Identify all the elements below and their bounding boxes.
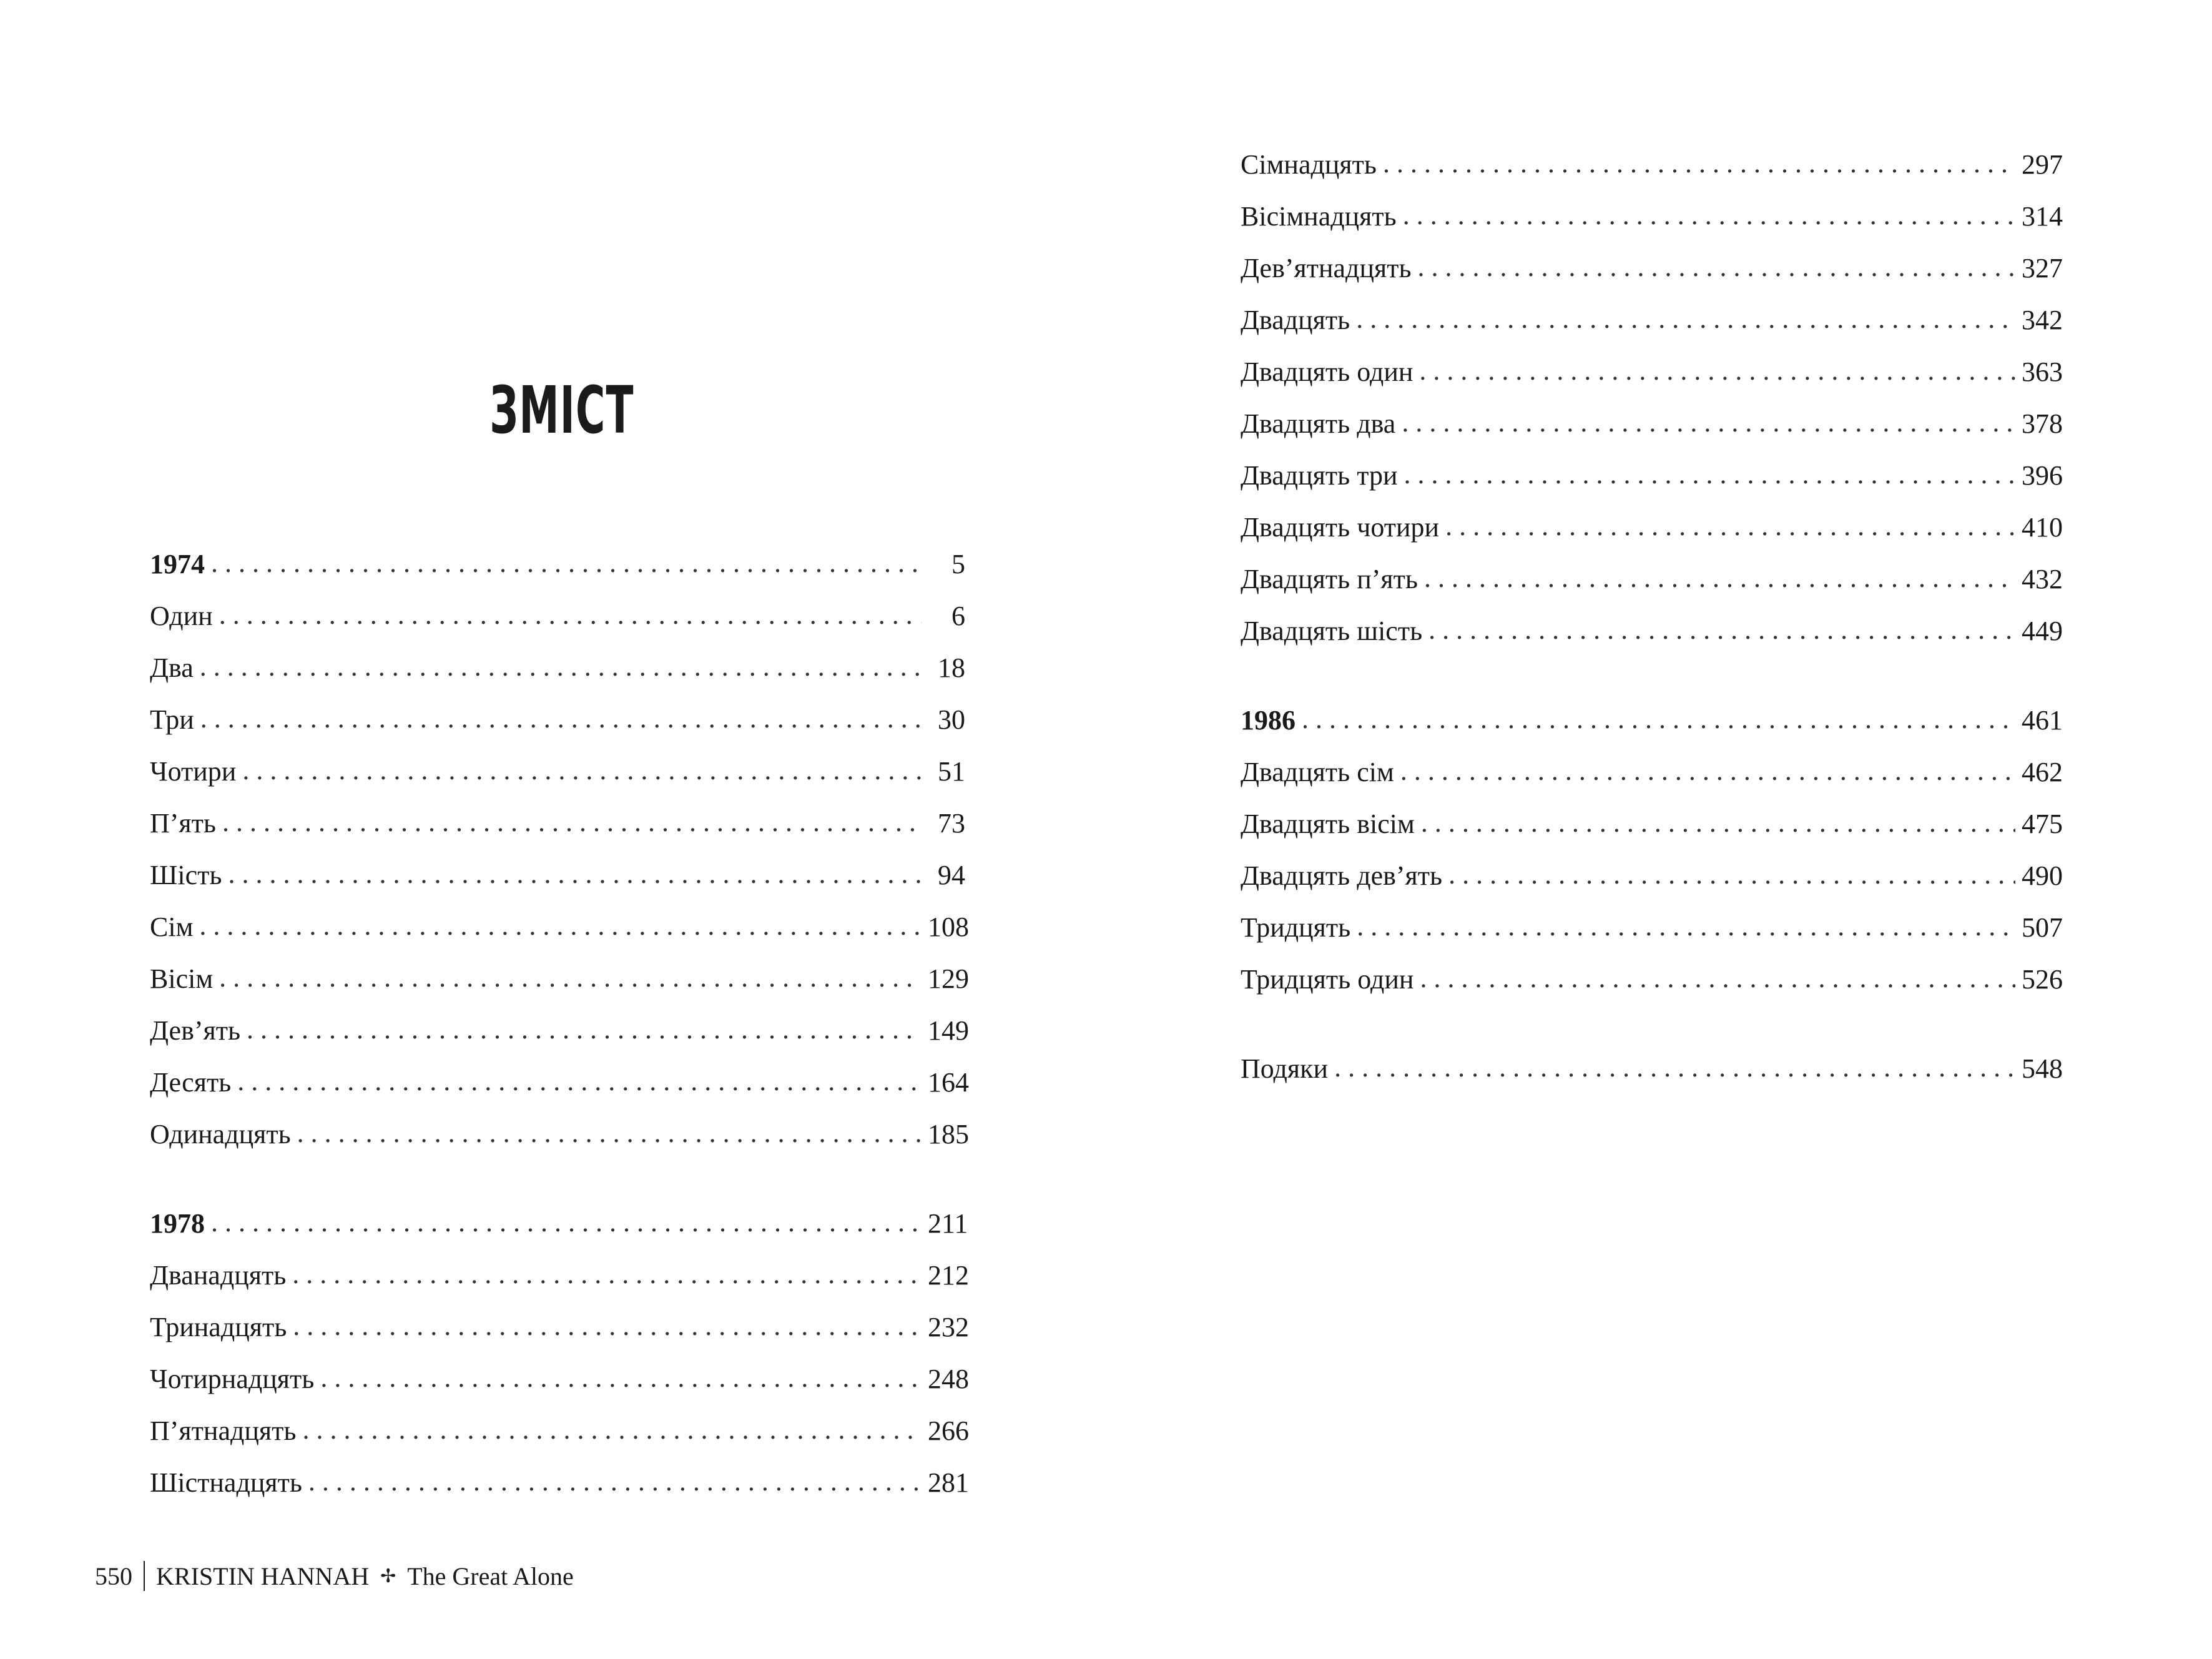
toc-entry — [1241, 605, 2063, 657]
toc-entry-page: 18 — [938, 652, 965, 683]
dot-leader — [1334, 1051, 2015, 1083]
toc-entry-label: Сім — [150, 912, 194, 942]
toc-entry — [1241, 798, 2063, 850]
dot-leader — [219, 962, 922, 993]
toc-entry — [1241, 501, 2063, 553]
toc-entry-page: 342 — [2022, 305, 2063, 335]
toc-entry-page: 548 — [2022, 1053, 2063, 1084]
toc-entry-label: 1974 — [150, 549, 205, 579]
running-footer — [95, 1561, 574, 1591]
toc-entry-label: Сімнадцять — [1241, 149, 1377, 180]
toc-entry-page: 475 — [2022, 809, 2063, 839]
toc-entry-label: Двадцять сім — [1241, 757, 1394, 787]
toc-entry-page: 211 — [928, 1208, 968, 1239]
footer-separator — [144, 1561, 145, 1591]
toc-entry-page: 266 — [928, 1415, 969, 1446]
toc-part-entry — [1241, 694, 2063, 746]
toc-entry-label: Тридцять — [1241, 912, 1351, 943]
toc-entry-label: Двадцять дев’ять — [1241, 860, 1443, 891]
dot-leader — [320, 1362, 922, 1394]
toc-entry-label: Чотири — [150, 756, 237, 787]
toc-entry-page: 6 — [951, 601, 965, 631]
toc-entry-page: 507 — [2022, 912, 2063, 943]
toc-entry-label: 1986 — [1241, 705, 1295, 736]
toc-entry-page: 248 — [928, 1364, 969, 1394]
dot-leader — [199, 910, 922, 942]
toc-entry-label: Шістнадцять — [150, 1467, 302, 1498]
toc-entry — [150, 1301, 969, 1353]
toc-entry — [1241, 553, 2063, 605]
toc-entry-label: Шість — [150, 860, 222, 890]
toc-entry-page: 5 — [951, 549, 965, 579]
toc-entry-page: 281 — [928, 1467, 969, 1498]
toc-entry-page: 363 — [2022, 357, 2063, 387]
dot-leader — [1402, 406, 2015, 438]
dot-leader — [1424, 562, 2015, 594]
toc-entry-label: П’ятнадцять — [150, 1415, 297, 1446]
toc-entry-page: 297 — [2022, 149, 2063, 180]
toc-entry — [1241, 346, 2063, 398]
toc-entry-label: Чотирнадцять — [150, 1364, 315, 1394]
toc-entry-page: 327 — [2022, 253, 2063, 283]
toc-entry-page: 449 — [2022, 616, 2063, 646]
toc-entry-label: Двадцять один — [1241, 357, 1413, 387]
dot-leader — [1302, 703, 2015, 735]
dot-leader — [302, 1414, 922, 1445]
toc-entry-label: Тридцять один — [1241, 964, 1414, 995]
toc-entry-label: Вісімнадцять — [1241, 201, 1397, 232]
toc-entry — [1241, 850, 2063, 902]
toc-entry-label: Один — [150, 601, 213, 631]
toc-entry-label: Двадцять вісім — [1241, 809, 1415, 839]
toc-entry — [150, 694, 965, 746]
footer-ornament-icon: ✢ — [380, 1565, 396, 1587]
toc-entry — [1241, 139, 2063, 190]
toc-entry — [150, 642, 965, 694]
toc-entry — [1241, 902, 2063, 953]
toc-entry-label: Дванадцять — [150, 1260, 287, 1291]
toc-part-entry — [150, 1198, 968, 1249]
footer-page-number: 550 — [95, 1562, 132, 1590]
dot-leader — [1400, 755, 2015, 787]
toc-entry — [150, 953, 969, 1005]
toc-entry-page: 212 — [928, 1260, 969, 1291]
dot-leader — [292, 1258, 922, 1290]
toc-right-column — [1241, 139, 2063, 1095]
dot-leader — [1428, 614, 2015, 646]
toc-entry — [150, 1108, 969, 1160]
toc-entry-page: 129 — [928, 963, 969, 994]
toc-entry-label: 1978 — [150, 1208, 205, 1239]
toc-entry — [150, 746, 965, 797]
toc-left-column — [150, 538, 969, 1509]
toc-entry-page: 314 — [2022, 201, 2063, 232]
toc-entry-label: Двадцять чотири — [1241, 512, 1440, 543]
toc-entry — [1241, 190, 2063, 242]
toc-entry — [1241, 450, 2063, 501]
dot-leader — [1404, 458, 2015, 490]
dot-leader — [219, 599, 922, 631]
dot-leader — [1418, 251, 2015, 283]
toc-entry-label: Подяки — [1241, 1053, 1329, 1084]
footer-author: KRISTIN HANNAH — [156, 1562, 370, 1590]
toc-entry — [150, 797, 965, 849]
toc-entry — [150, 1405, 969, 1457]
toc-entry-label: Вісім — [150, 963, 214, 994]
toc-entry-page: 149 — [928, 1015, 969, 1046]
toc-entry-label: П’ять — [150, 808, 216, 839]
toc-entry — [150, 1249, 969, 1301]
toc-entry-page: 462 — [2022, 757, 2063, 787]
dot-leader — [1448, 859, 2015, 890]
toc-entry-page: 108 — [928, 912, 969, 942]
toc-entry — [150, 1457, 969, 1509]
toc-entry-page: 461 — [2022, 705, 2063, 736]
dot-leader — [200, 702, 922, 734]
toc-entry-page: 432 — [2022, 564, 2063, 594]
dot-leader — [228, 858, 922, 890]
toc-entry-page: 185 — [928, 1119, 969, 1149]
toc-part-entry — [150, 538, 965, 590]
footer-book-title: The Great Alone — [407, 1562, 574, 1590]
dot-leader — [237, 1065, 922, 1097]
toc-entry-page: 51 — [938, 756, 965, 787]
toc-entry — [1241, 398, 2063, 450]
toc-entry-label: Двадцять шість — [1241, 616, 1423, 646]
toc-entry — [1241, 1043, 2063, 1095]
toc-entry-page: 396 — [2022, 460, 2063, 491]
toc-entry-label: Дев’ятнадцять — [1241, 253, 1412, 283]
toc-entry-label: Одинадцять — [150, 1119, 291, 1149]
toc-entry-page: 490 — [2022, 860, 2063, 891]
toc-entry-page: 73 — [938, 808, 965, 839]
dot-leader — [293, 1310, 922, 1342]
toc-entry — [1241, 746, 2063, 798]
page-title: ЗМІСТ — [489, 372, 634, 448]
toc-entry — [1241, 242, 2063, 294]
toc-entry-page: 30 — [938, 704, 965, 735]
toc-entry-label: Тринадцять — [150, 1312, 287, 1342]
toc-entry-label: Двадцять п’ять — [1241, 564, 1418, 594]
toc-entry-label: Десять — [150, 1067, 232, 1098]
toc-entry — [150, 1353, 969, 1405]
toc-entry-label: Двадцять три — [1241, 460, 1398, 491]
dot-leader — [1445, 510, 2015, 542]
toc-entry-label: Три — [150, 704, 194, 735]
dot-leader — [1403, 199, 2015, 231]
toc-entry-page: 232 — [928, 1312, 969, 1342]
dot-leader — [1420, 962, 2015, 994]
dot-leader — [222, 806, 922, 838]
toc-entry — [150, 901, 969, 953]
toc-entry — [150, 849, 965, 901]
dot-leader — [308, 1465, 922, 1497]
dot-leader — [1383, 147, 2015, 179]
dot-leader — [247, 1013, 922, 1045]
toc-entry — [150, 590, 965, 642]
toc-entry-page: 410 — [2022, 512, 2063, 543]
dot-leader — [242, 754, 922, 786]
dot-leader — [211, 1206, 922, 1238]
toc-entry-label: Два — [150, 652, 194, 683]
dot-leader — [297, 1117, 922, 1149]
toc-entry — [1241, 953, 2063, 1005]
toc-entry — [150, 1005, 969, 1056]
dot-leader — [1419, 355, 2015, 386]
dot-leader — [1357, 910, 2015, 942]
dot-leader — [1421, 807, 2015, 839]
dot-leader — [211, 547, 922, 579]
toc-entry-label: Дев’ять — [150, 1015, 241, 1046]
toc-entry-page: 94 — [938, 860, 965, 890]
toc-entry-page: 378 — [2022, 408, 2063, 439]
dot-leader — [1356, 303, 2015, 335]
toc-entry-label: Двадцять — [1241, 305, 1350, 335]
toc-entry-page: 164 — [928, 1067, 969, 1098]
dot-leader — [200, 651, 922, 682]
toc-entry — [1241, 294, 2063, 346]
toc-entry-label: Двадцять два — [1241, 408, 1396, 439]
toc-entry-page: 526 — [2022, 964, 2063, 995]
toc-entry — [150, 1056, 969, 1108]
